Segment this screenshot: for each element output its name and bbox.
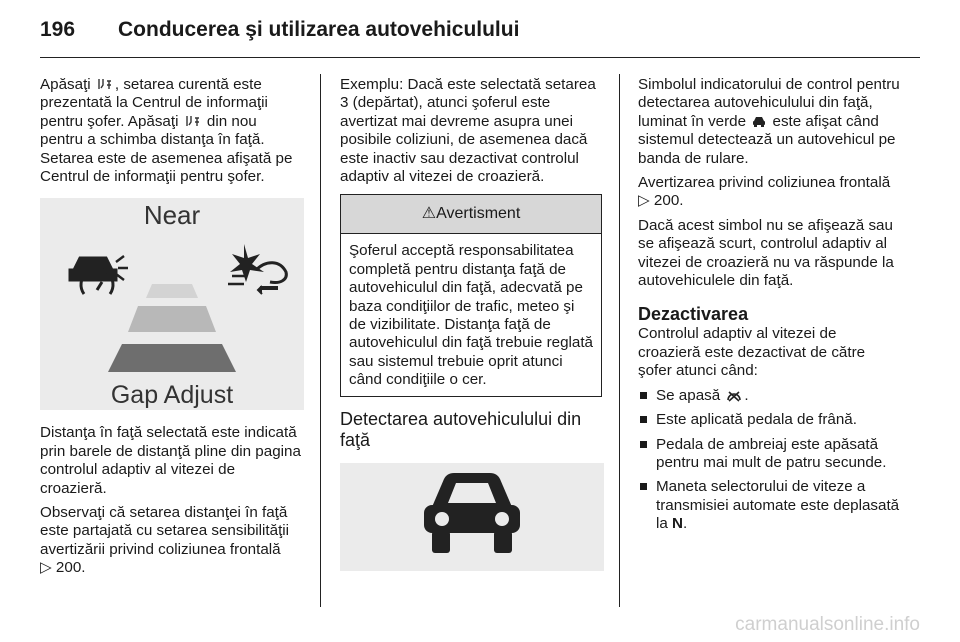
collision-warning-icon [228,244,286,294]
header-rule [40,57,920,58]
page-number: 196 [40,18,76,41]
warning-body: Şoferul acceptă responsabilitatea completă pentru distanţa faţă de autovehiculul din faţă, adecvată pe baza condiţiilor de trafic, meteo şi de vizibilitate. Distanţa faţă de autovehiculul din faţă trebuie reglată sau sistemul trebuie oprit atunci când condiţiile o cer. [349,242,594,389]
list-item: Se apasă . [638,387,902,405]
paragraph-example: Exemplu: Dacă este selectată setarea 3 (depărtat), atunci şoferul este avertizat mai devreme asupra unei posibile coliziuni, de asemenea dacă este inactiv sau dezactivat controlul adaptiv al vitezei de croazieră. [340,76,596,186]
distance-bar-far [108,344,236,372]
paragraph-fcw-ref: Avertizarea privind coliziunea frontală ▷ 200. [638,174,891,210]
warning-title: Avertisment [436,205,521,223]
column-1 [40,76,304,584]
page-ref-arrow-icon: ▷ [638,192,650,210]
page-header [40,18,920,58]
vehicle-ahead-icon [340,463,604,571]
speedometer-car-icon [70,256,128,294]
distance-bar-mid [128,306,216,332]
distance-bars [108,284,236,372]
page-ref[interactable]: 200. [55,559,86,577]
vehicle-ahead-figure [340,463,604,571]
warning-header [341,195,601,234]
gap-adjust-illustration [40,198,304,410]
list-item: Este aplicată pedala de frână. [638,411,902,429]
distance-bar-near [146,284,198,298]
list-item: Maneta selectorului de viteze a transmisiei automate este deplasată la N. [638,478,902,533]
section-heading-vehicle-detection: Detectarea autovehiculului din faţă [340,408,582,450]
bullet-square-icon [640,483,647,490]
bullet-square-icon [640,392,647,399]
paragraph-gap-button: Apăsaţi , setarea curentă este prezentată la Centrul de informaţii pentru şofer. Apăsaţi din nou pentru a schimba distanţa în faţă. Setarea este de asemenea afişată pe Centrul de informaţii pentru şofer. [40,76,293,186]
paragraph-distance-bars: Distanţa în faţă selectată este indicată prin barele de distanţă pline din pagina controlul adaptiv al vitezei de croazieră. [40,424,301,497]
bullet-square-icon [640,441,647,448]
watermark: carmanualsonline.info [735,614,920,635]
gap-adjust-icon [185,114,201,128]
paragraph-indicator-symbol: Simbolul indicatorului de control pentru detectarea autovehiculului din faţă, luminat în verde este afişat când sistemul detectează un autovehicul pe banda de rulare. [638,76,900,167]
warning-box [340,194,602,396]
paragraph-shared-setting: Observaţi că setarea distanţei în faţă este partajată cu setarea sensibilităţii avertizării privind coliziunea frontală ▷ 200. [40,504,290,577]
gap-adjust-icon [97,77,113,91]
list-item: Pedala de ambreiaj este apăsată pentru mai mult de patru secunde. [638,436,902,473]
column-divider-2 [619,74,620,607]
column-2 [340,76,602,571]
paragraph-deactivation-intro: Controlul adaptiv al vitezei de croazieră este dezactivat de către şofer atunci când: [638,325,866,380]
page-ref-arrow-icon: ▷ [40,559,52,577]
bullet-square-icon [640,416,647,423]
warning-triangle-icon: ⚠ [421,205,437,223]
page-ref[interactable]: 200. [653,192,684,210]
gap-adjust-figure [40,198,304,410]
paragraph-no-symbol: Dacă acest simbol nu se afişează sau se afişează scurt, controlul adaptiv al vitezei de croazieră nu va răspunde la autovehiculele din faţă. [638,216,894,290]
figure-label-gap-adjust: Gap Adjust [110,381,234,410]
figure-label-near: Near [143,200,201,231]
page-title: Conducerea şi utilizarea autovehiculului [118,18,520,41]
cruise-off-icon [726,390,742,402]
vehicle-ahead-small-icon [752,116,766,128]
column-3 [638,76,902,540]
section-heading-deactivation: Dezactivarea [638,304,749,325]
column-divider-1 [320,74,321,607]
